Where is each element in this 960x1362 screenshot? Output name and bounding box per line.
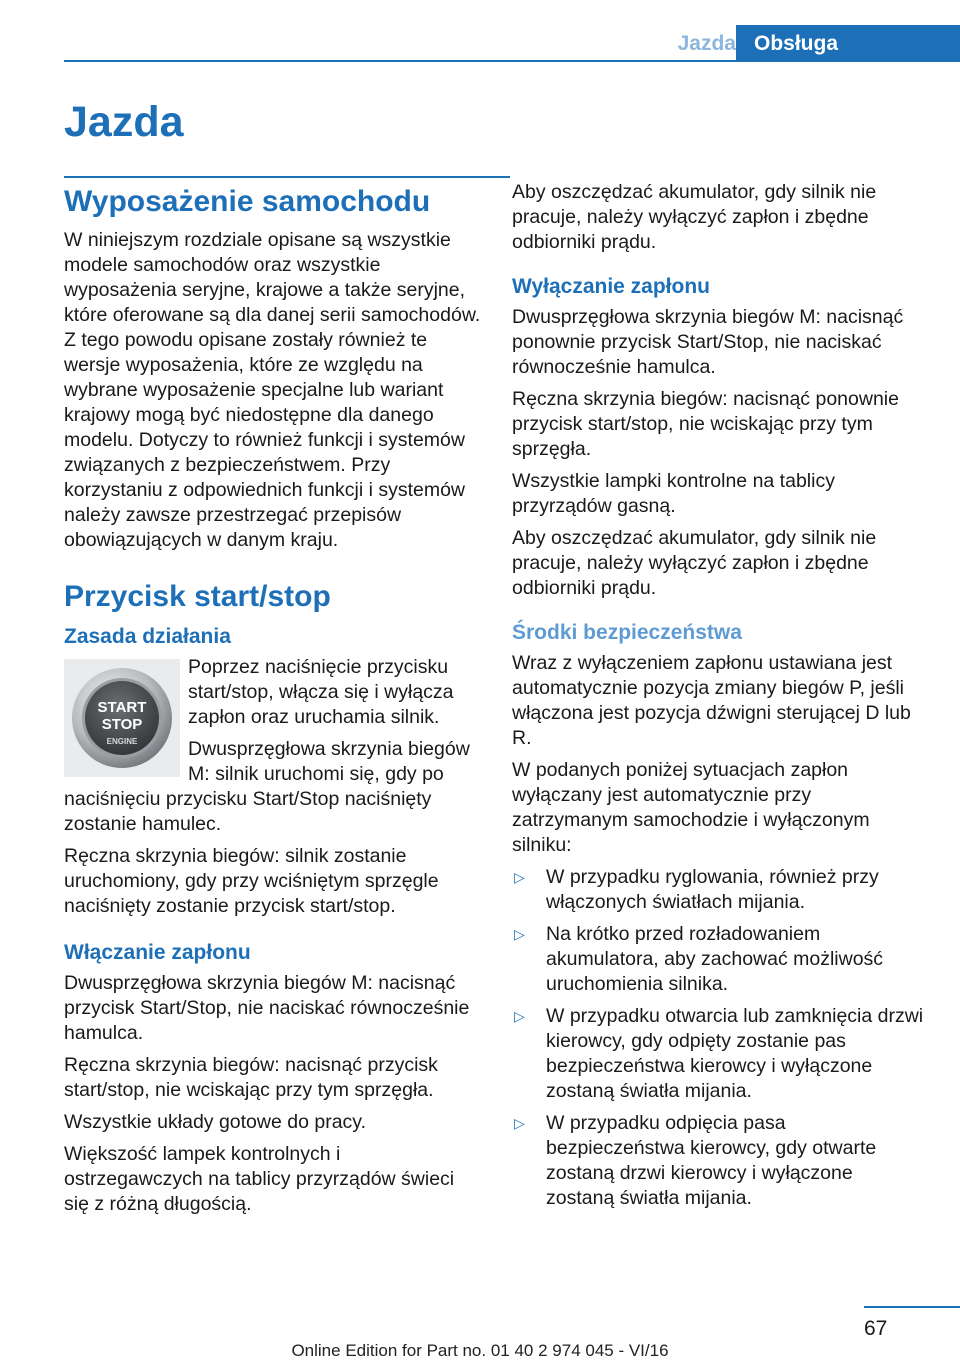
ignition-off-paragraph-3: Wszystkie lampki kontrolne na tablicy przyrządów gasną. [512,470,835,517]
list-item [512,1004,926,1104]
equipment-heading: Wyposażenie samochodu [64,185,431,218]
ignition-on-heading: Włączanie zapłonu [64,941,251,964]
triangle-bullet-icon: ▷ [514,1008,525,1024]
principle-paragraph-2: Dwusprzęgłowa skrzynia biegów M: silnik uruchomi się, gdy po naciśnięciu przycisku Start/Stop naciśnięty zostanie hamulec. [64,738,470,835]
edition-footer: Online Edition for Part no. 01 40 2 974 045 - VI/16 [291,1341,669,1360]
list-item [512,922,926,997]
safety-paragraph-1: Wraz z wyłączeniem zapłonu ustawiana jest automatycznie pozycja zmiany biegów P, jeśli włączona jest pozycja dźwigni sterującej D lub R. [512,652,911,749]
start-stop-engine-icon [70,666,174,770]
list-item-text: Na krótko przed rozładowaniem akumulatora, aby zachować możliwość uruchomienia silnika. [546,923,884,995]
ignition-on-paragraph-3: Wszystkie układy gotowe do pracy. [64,1111,367,1133]
safety-paragraph-2: W podanych poniżej sytuacjach zapłon wyłączany jest automatycznie przy zatrzymanym samochodzie i wyłączonym silniku: [512,759,870,856]
left-column [64,182,482,1224]
right-column [512,180,926,1218]
title-rule [64,176,510,178]
equipment-paragraph: W niniejszym rozdziale opisane są wszystkie modele samochodów oraz wszystkie wyposażenia seryjne, krajowe a także seryjne, które oferowane są dla danej serii samochodów. Z tego powodu opisane zostały również te wersje wyposażenia, które ze względu na wybrane wyposażenie specjalne lub wariant krajowy mogą być niedostępne dla danego modelu. Dotyczy to również funkcji i systemów związanych z bezpieczeństwem. Przy korzystaniu z odpowiednich funkcji i systemów należy zawsze przestrzegać przepisów obowiązujących w danym kraju. [64,229,481,551]
start-stop-button-image [64,659,180,777]
chapter-title: Jazda [64,98,184,146]
section-tab: Jazda [677,32,736,55]
ignition-off-paragraph-4: Aby oszczędzać akumulator, gdy silnik nie pracuje, należy wyłączyć zapłon i zbędne odbiorniki prądu. [512,527,877,599]
list-item [512,865,926,915]
button-label-engine: ENGINE [106,737,138,746]
button-label-start: START [97,699,147,716]
principle-paragraph-1: Poprzez naciśnięcie przycisku start/stop, włącza się i wyłącza zapłon oraz uruchamia silnik. [188,656,454,728]
header-rule [64,60,960,62]
chapter-tab: Obsługa [736,25,960,62]
ignition-on-paragraph-1: Dwusprzęgłowa skrzynia biegów M: nacisnąć przycisk Start/Stop, nie naciskać równocześnie hamulca. [64,972,470,1044]
ignition-off-paragraph-1: Dwusprzęgłowa skrzynia biegów M: nacisnąć ponownie przycisk Start/Stop, nie naciskać równocześnie hamulca. [512,306,904,378]
start-stop-heading: Przycisk start/stop [64,580,331,613]
list-item-text: W przypadku otwarcia lub zamknięcia drzwi kierowcy, gdy odpięty zostanie pas bezpieczeństwa kierowcy i wyłączone zostaną światła mijania. [546,1005,924,1102]
battery-paragraph: Aby oszczędzać akumulator, gdy silnik nie pracuje, należy wyłączyć zapłon i zbędne odbiorniki prądu. [512,181,877,253]
ignition-on-paragraph-4: Większość lampek kontrolnych i ostrzegawczych na tablicy przyrządów świeci się z różną długością. [64,1143,455,1215]
safety-heading: Środki bezpieczeństwa [512,621,742,644]
principle-heading: Zasada działania [64,625,231,648]
triangle-bullet-icon: ▷ [514,1115,525,1131]
button-label-stop: STOP [101,716,143,733]
ignition-off-paragraph-2: Ręczna skrzynia biegów: nacisnąć ponownie przycisk start/stop, nie wciskając przy tym sprzęgła. [512,388,899,460]
ignition-on-paragraph-2: Ręczna skrzynia biegów: nacisnąć przycisk start/stop, nie wciskając przy tym sprzęgła. [64,1054,438,1101]
ignition-off-heading: Wyłączanie zapłonu [512,275,710,298]
footer-rule [864,1306,960,1308]
page-number: 67 [864,1317,888,1340]
list-item-text: W przypadku odpięcia pasa bezpieczeństwa kierowcy, gdy otwarte zostaną drzwi kierowcy i wyłączone zostaną światła mijania. [546,1112,877,1209]
list-item-text: W przypadku ryglowania, również przy włączonych światłach mijania. [546,866,879,913]
triangle-bullet-icon: ▷ [514,869,525,885]
principle-paragraph-3: Ręczna skrzynia biegów: silnik zostanie uruchomiony, gdy przy wciśniętym sprzęgle naciśnięty zostanie przycisk start/stop. [64,845,439,917]
list-item [512,1111,926,1211]
triangle-bullet-icon: ▷ [514,926,525,942]
